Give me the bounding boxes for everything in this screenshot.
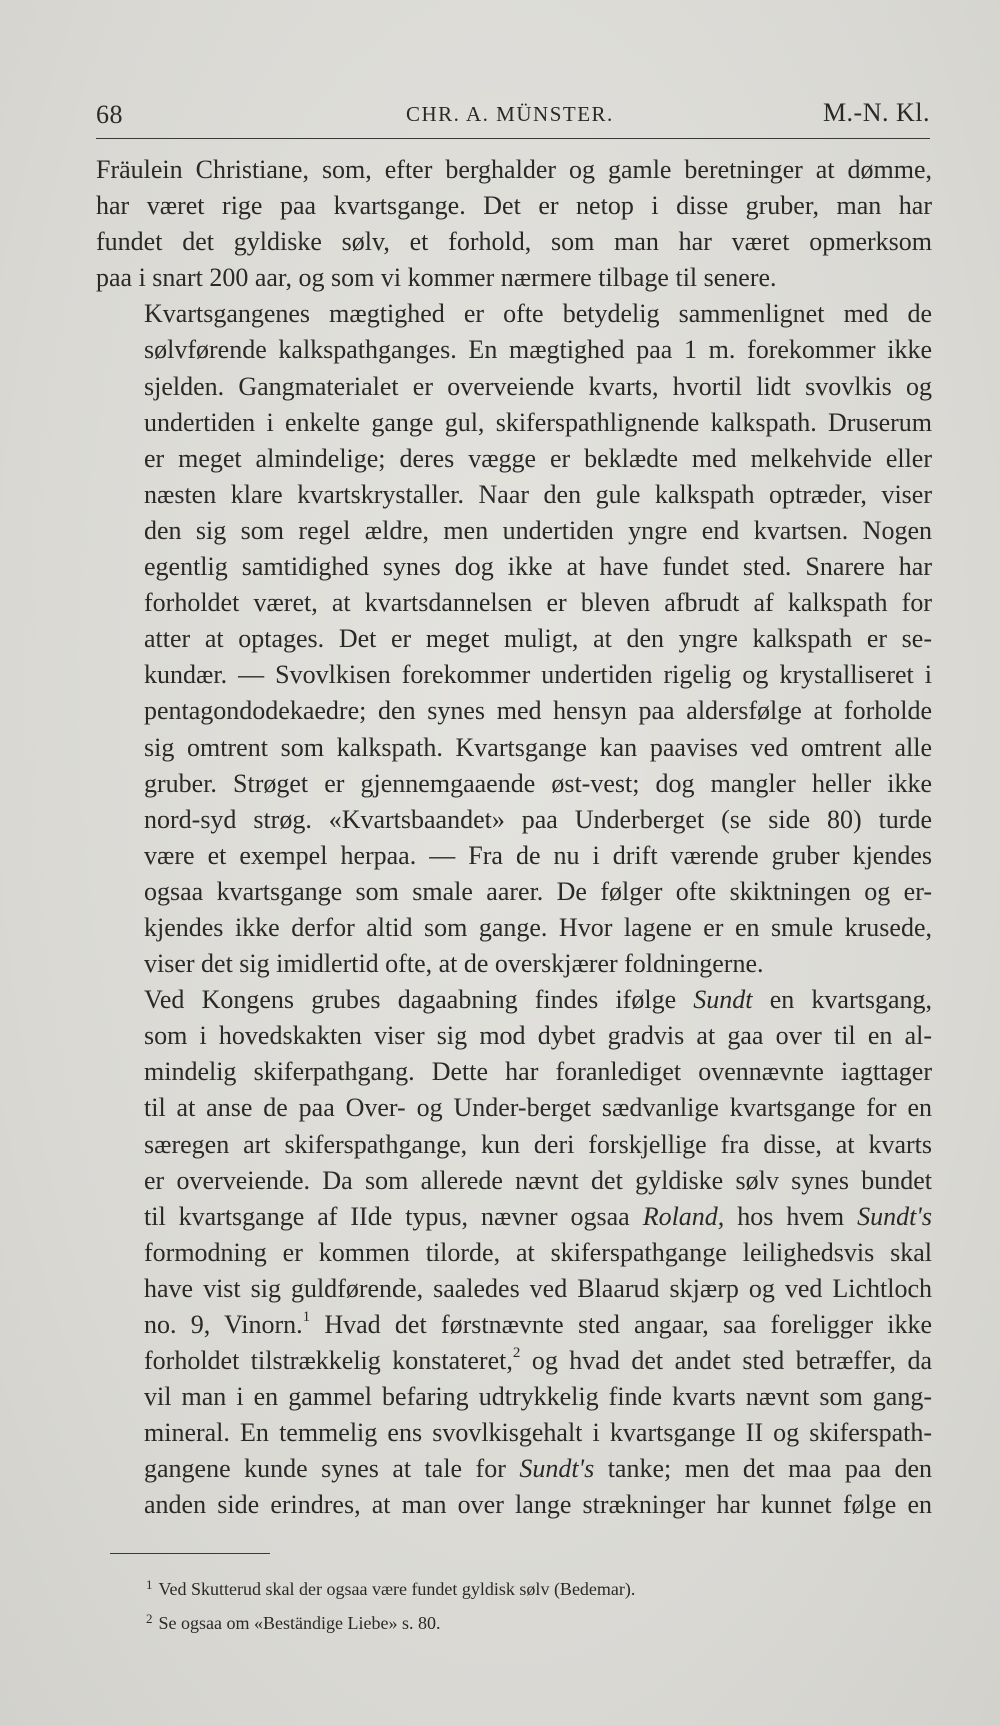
italic-name: Sundt's [857,1201,932,1231]
text-line: forholdet tilstrækkelig konstateret,$^2$ og hvad det andet sted betræffer, da [144,1345,933,1376]
text-line: ogsaa kvartsgange som smale aarer. De følger ofte skiktningen og er- [144,876,932,906]
italic-name: Roland, [642,1201,725,1231]
text-line: pentagondodekaedre; den synes med hensyn paa aldersfølge at forholde [144,696,932,726]
text-line: have vist sig guldførende, saaledes ved Blaarud skjærp og ved Lichtloch [144,1273,932,1303]
text-line: til kvartsgange af IIde typus, nævner ogsaa Roland, hos hvem Sundt's [144,1201,932,1231]
text-line: Ved Kongens grubes dagaabning findes ifølge Sundt en kvartsgang, [144,985,932,1015]
text-line: Fräulein Christiane, som, efter berghalder og gamle beretninger at dømme, [96,155,932,184]
text-line: har været rige paa kvartsgange. Det er netop i disse gruber, man har [96,191,932,221]
italic-name: Sundt's [519,1454,595,1484]
text-line: er meget almindelige; deres vægge er beklædte med melkehvide eller [144,443,932,473]
footnote-reference: 1 [302,1309,311,1325]
paragraph [96,152,932,296]
text-line: atter at optages. Det er meget muligt, at den yngre kalkspath er se- [144,624,932,654]
text-line: sjelden. Gangmaterialet er overveiende kvarts, hvortil lidt svovlkis og [144,371,932,401]
text-line: nord-syd strøg. «Kvartsbaandet» paa Underberget (se side 80) turde [144,804,932,834]
text-line: som i hovedskakten viser sig mod dybet gradvis at gaa over til en al- [144,1021,932,1051]
text-line: næsten klare kvartskrystaller. Naar den gule kalkspath optræder, viser [144,479,932,509]
text-line: vil man i en gammel befaring udtrykkelig finde kvarts nævnt som gang- [144,1382,932,1412]
header-rule [96,138,930,139]
text-line: kundær. — Svovlkisen forekommer undertiden rigelig og krystalliseret i [144,660,932,690]
text-line: formodning er kommen tilorde, at skiferspathgange leilighedsvis skal [144,1237,932,1267]
text-line: no. 9, Vinorn.$^1$ Hvad det førstnævnte sted angaar, saa foreligger ikke [144,1309,932,1339]
footnote-rule [110,1553,270,1554]
text-line: gangene kunde synes at tale for Sundt's tanke; men det maa paa den [144,1454,932,1484]
text-line: mineral. En temmelig ens svovlkisgehalt i kvartsgange II og skiferspath- [144,1418,932,1448]
italic-name: Sundt [693,985,753,1015]
footnote-text: Ved Skutterud skal der ogsaa være fundet gyldisk sølv (Bedemar). [158,1579,636,1599]
running-title: CHR. A. MÜNSTER. [406,102,614,126]
paragraph [96,296,932,982]
text-line: viser det sig imidlertid ofte, at de overskjærer foldningerne. [144,949,764,979]
body-text [96,152,932,1524]
text-line: sig omtrent som kalkspath. Kvartsgange kan paavises ved omtrent alle [144,732,932,762]
text-line: undertiden i enkelte gange gul, skiferspathlignende kalkspath. Druserum [144,407,932,437]
footnote-reference: 2 [512,1345,521,1362]
paragraph [96,982,932,1523]
text-line: Kvartsgangenes mægtighed er ofte betydelig sammenlignet med de [144,299,932,329]
page-number: 68 [96,100,123,129]
text-line: kjendes ikke derfor altid som gange. Hvor lagene er en smule krusede, [144,912,932,942]
text-line: forholdet været, at kvartsdannelsen er bleven afbrudt af kalkspath for [144,588,932,618]
footnotes [146,1570,846,1638]
text-line: gruber. Strøget er gjennemgaaende øst-vest; dog mangler heller ikke [144,768,932,798]
text-line: paa i snart 200 aar, og som vi kommer nærmere tilbage til senere. [96,263,777,293]
text-line: sølvførende kalkspathganges. En mægtighed paa 1 m. forekommer ikke [144,335,932,365]
text-line: den sig som regel ældre, men undertiden yngre end kvartsen. Nogen [144,515,932,545]
section-mark: M.-N. Kl. [822,98,930,127]
text-line: til at anse de paa Over- og Under-berget sædvanlige kvartsgange for en [144,1093,932,1123]
footnote-mark: 1 [146,1577,153,1592]
text-line: særegen art skiferspathgange, kun deri forskjellige fra disse, at kvarts [144,1129,932,1159]
text-line: fundet det gyldiske sølv, et forhold, som man har været opmerksom [96,227,932,257]
text-line: er overveiende. Da som allerede nævnt det gyldiske sølv synes bundet [144,1165,932,1195]
text-line: mindelig skiferpathgang. Dette har foranlediget ovennævnte iagttager [144,1057,932,1087]
text-line: være et exempel herpaa. — Fra de nu i drift værende gruber kjendes [144,840,932,870]
footnote-text: Se ogsaa om «Beständige Liebe» s. 80. [158,1613,441,1633]
footnote-2 [146,1604,846,1638]
footnote-mark: 2 [146,1611,153,1626]
page-header [96,96,930,136]
footnote-1 [146,1570,846,1604]
text-line: egentlig samtidighed synes dog ikke at have fundet sted. Snarere har [144,552,932,582]
text-line: anden side erindres, at man over lange strækninger har kunnet følge en [144,1490,932,1520]
